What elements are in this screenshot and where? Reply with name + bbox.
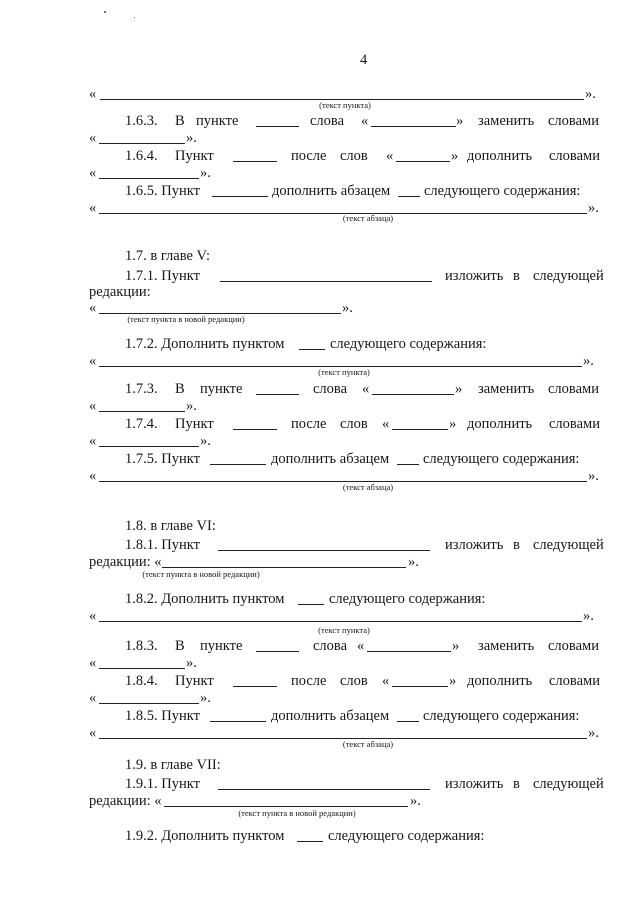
- item-text: 1.8.1. Пункт: [125, 537, 200, 553]
- item-number: 1.8.3.: [125, 638, 158, 654]
- word: Пункт: [175, 416, 214, 432]
- item-number: 1.7.3.: [125, 381, 158, 397]
- word: заменить: [478, 638, 535, 654]
- item-text: 1.7.1. Пункт: [125, 268, 200, 284]
- caption-item-new: (текст пункта в новой редакции): [127, 314, 245, 324]
- item-number: 1.7.4.: [125, 416, 158, 432]
- item-text: дополнить абзацем: [272, 183, 391, 199]
- close-quote: ».: [186, 655, 197, 671]
- word: «: [386, 148, 394, 164]
- item-text: следующего содержания:: [424, 183, 581, 199]
- word: слов: [340, 416, 368, 432]
- word: после: [291, 416, 327, 432]
- word: слова: [313, 638, 348, 654]
- word: »: [452, 638, 460, 654]
- word: »: [451, 148, 459, 164]
- open-quote: «: [89, 690, 97, 706]
- fill-line: [99, 703, 199, 704]
- word: «: [361, 113, 369, 129]
- word: слова: [310, 113, 345, 129]
- open-quote: «: [89, 300, 97, 316]
- fill-line: [256, 394, 299, 395]
- word: словами: [548, 381, 599, 397]
- fill-line: [233, 429, 277, 430]
- fill-line: [233, 161, 277, 162]
- fill-line: [220, 281, 432, 282]
- word: словами: [548, 113, 599, 129]
- item-text: следующего содержания:: [423, 451, 580, 467]
- fill-line: [99, 668, 185, 669]
- fill-line: [297, 841, 323, 842]
- fill-line: [372, 394, 454, 395]
- section-heading: 1.9. в главе VII:: [125, 757, 221, 773]
- open-quote: «: [89, 433, 97, 449]
- word: слова: [313, 381, 348, 397]
- close-quote: ».: [200, 165, 211, 181]
- open-quote: «: [89, 398, 97, 414]
- caption-para-text: (текст абзаца): [342, 739, 394, 749]
- fill-line: [398, 196, 420, 197]
- fill-line: [99, 178, 199, 179]
- item-text: редакции: «: [89, 554, 162, 570]
- word: слов: [340, 148, 368, 164]
- word: после: [291, 673, 327, 689]
- fill-line: [212, 196, 268, 197]
- fill-line: [367, 651, 451, 652]
- close-quote: ».: [342, 300, 353, 316]
- close-quote: ».: [588, 725, 599, 741]
- word: Пункт: [175, 148, 214, 164]
- word: »: [456, 113, 464, 129]
- caption-item-text: (текст пункта): [318, 367, 370, 377]
- word: «: [382, 673, 390, 689]
- open-quote: «: [89, 353, 97, 369]
- fill-line: [392, 686, 448, 687]
- fill-line: [298, 604, 324, 605]
- item-text: следующего содержания:: [330, 336, 487, 352]
- open-quote: «: [89, 655, 97, 671]
- item-number: 1.6.4.: [125, 148, 158, 164]
- fill-line: [397, 464, 419, 465]
- word: дополнить: [467, 673, 533, 689]
- close-quote: ».: [588, 200, 599, 216]
- fill-line: [164, 806, 408, 807]
- close-quote: ».: [408, 554, 419, 570]
- close-quote: ».: [588, 468, 599, 484]
- item-text: 1.9.2. Дополнить пунктом: [125, 828, 285, 844]
- fill-line: [210, 464, 266, 465]
- word: словами: [549, 416, 600, 432]
- item-text: редакции: «: [89, 793, 162, 809]
- word: изложить: [445, 537, 504, 553]
- item-text: редакции:: [89, 284, 151, 300]
- word: »: [449, 416, 457, 432]
- item-number: 1.6.3.: [125, 113, 158, 129]
- open-quote: «: [89, 468, 97, 484]
- word: Пункт: [175, 673, 214, 689]
- open-quote: «: [89, 725, 97, 741]
- close-quote: ».: [186, 130, 197, 146]
- fill-line: [99, 411, 185, 412]
- word: «: [382, 416, 390, 432]
- item-text: 1.8.2. Дополнить пунктом: [125, 591, 285, 607]
- word: В: [175, 638, 185, 654]
- word: пункте: [200, 638, 243, 654]
- item-text: дополнить абзацем: [271, 451, 390, 467]
- item-text: 1.6.5. Пункт: [125, 183, 200, 199]
- word: словами: [548, 638, 599, 654]
- item-text: 1.7.5. Пункт: [125, 451, 200, 467]
- fill-line: [397, 721, 419, 722]
- item-text: 1.7.2. Дополнить пунктом: [125, 336, 285, 352]
- fill-line: [299, 349, 325, 350]
- scan-speck: [134, 17, 135, 18]
- word: «: [362, 381, 370, 397]
- word: пункте: [196, 113, 239, 129]
- word: слов: [340, 673, 368, 689]
- word: «: [357, 638, 365, 654]
- fill-line: [218, 550, 430, 551]
- caption-item-new: (текст пункта в новой редакции): [142, 569, 260, 579]
- word: заменить: [478, 381, 535, 397]
- word: словами: [549, 673, 600, 689]
- fill-line: [162, 567, 406, 568]
- caption-para-text: (текст абзаца): [342, 482, 394, 492]
- word: следующей: [533, 268, 604, 284]
- section-heading: 1.7. в главе V:: [125, 248, 210, 264]
- open-quote: «: [89, 608, 97, 624]
- page-number: 4: [360, 52, 368, 68]
- word: »: [455, 381, 463, 397]
- close-quote: ».: [200, 690, 211, 706]
- word: следующей: [533, 537, 604, 553]
- word: в: [513, 537, 520, 553]
- close-quote: ».: [585, 86, 596, 102]
- word: »: [449, 673, 457, 689]
- word: В: [175, 113, 185, 129]
- fill-line: [99, 621, 582, 622]
- caption-para-text: (текст абзаца): [342, 213, 394, 223]
- word: заменить: [478, 113, 535, 129]
- fill-line: [99, 446, 199, 447]
- fill-line: [218, 789, 430, 790]
- fill-line: [371, 126, 456, 127]
- word: словами: [549, 148, 600, 164]
- fill-line: [396, 161, 450, 162]
- fill-line: [99, 143, 185, 144]
- fill-line: [256, 126, 299, 127]
- fill-line: [210, 721, 266, 722]
- item-text: следующего содержания:: [328, 828, 485, 844]
- word: В: [175, 381, 185, 397]
- word: изложить: [445, 776, 504, 792]
- item-text: дополнить абзацем: [271, 708, 390, 724]
- open-quote: «: [89, 86, 97, 102]
- word: следующей: [533, 776, 604, 792]
- close-quote: ».: [186, 398, 197, 414]
- open-quote: «: [89, 130, 97, 146]
- word: пункте: [200, 381, 243, 397]
- caption-item-new: (текст пункта в новой редакции): [238, 808, 356, 818]
- open-quote: «: [89, 165, 97, 181]
- scan-speck: [104, 11, 106, 13]
- open-quote: «: [89, 200, 97, 216]
- close-quote: ».: [410, 793, 421, 809]
- word: изложить: [445, 268, 504, 284]
- item-number: 1.8.4.: [125, 673, 158, 689]
- word: после: [291, 148, 327, 164]
- item-text: 1.9.1. Пункт: [125, 776, 200, 792]
- close-quote: ».: [583, 353, 594, 369]
- fill-line: [392, 429, 448, 430]
- word: в: [513, 776, 520, 792]
- section-heading: 1.8. в главе VI:: [125, 518, 216, 534]
- word: дополнить: [467, 148, 533, 164]
- caption-item-text: (текст пункта): [319, 100, 371, 110]
- item-text: 1.8.5. Пункт: [125, 708, 200, 724]
- fill-line: [256, 651, 299, 652]
- word: в: [513, 268, 520, 284]
- close-quote: ».: [583, 608, 594, 624]
- caption-item-text: (текст пункта): [318, 625, 370, 635]
- item-text: следующего содержания:: [423, 708, 580, 724]
- close-quote: ».: [200, 433, 211, 449]
- word: дополнить: [467, 416, 533, 432]
- item-text: следующего содержания:: [329, 591, 486, 607]
- fill-line: [233, 686, 277, 687]
